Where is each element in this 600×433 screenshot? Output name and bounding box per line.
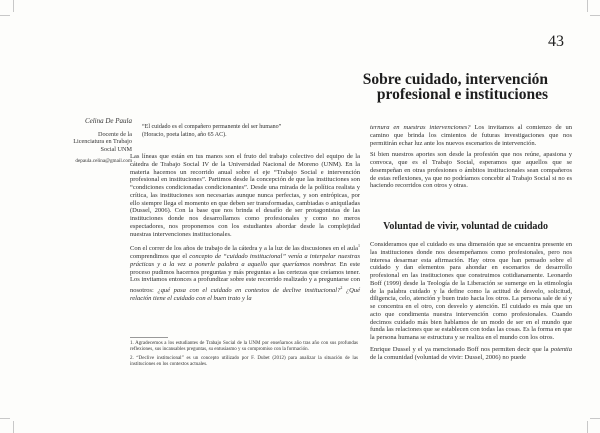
italic-run: ¿qué pasa con el cuidado en contextos de declive institucional? [157,287,341,295]
title-line: profesional e instituciones [376,86,548,103]
italic-run: ternura en nuestras intervenciones? [370,124,471,131]
author-block [32,118,132,166]
body-paragraph: Si bien nuestros aportes son desde la profesión que nos reúne, apasiona y convoca, que es el Trabajo Social, esperamos que aquellos que se desempeñan en otras profesiones o ámbitos institucionales sean compañeros de estas reflexiones, ya que no podríamos concebir al Trabajo Social si no es haciendo recorridos con otros y otras. [370,151,572,190]
text-run: Con el correr de los años de trabajo de la cátedra y a la luz de las discusiones en el aula [130,245,358,253]
left-column [130,124,360,307]
crop-mark [587,421,588,433]
footnote-ref[interactable]: 2 [340,285,343,291]
crop-mark [13,421,14,433]
crop-mark [590,418,600,419]
crop-mark [587,0,588,12]
text-run: En este proceso pudimos hacernos preguntas y más preguntas a las certezas que creíamos tener. Los invitamos entonces a profundizar sobre este recorrido realizado y a preguntarse con nosotros: [130,260,361,295]
right-column [370,124,600,194]
body-paragraph [130,242,360,303]
italic-run: potentia [550,345,572,353]
footnote-ref[interactable]: 1 [358,243,360,249]
epigraph [142,124,360,139]
epigraph-quote: “El cuidado es el compañero permanente del ser humano” [142,124,282,130]
footnote-divider [130,337,168,338]
text-run: comprendimos que el [130,253,190,261]
text-run: Los invitamos al comienzo de un camino que brinda los cimientos de futuras investigaciones que nos permitirán echar luz ante los nuevos escenarios de intervención. [370,124,572,147]
body-paragraph: Consideramos que el cuidado es una dimensión que se encuentra presente en las instituciones donde nos desempeñamos como profesionales, pero nos interesa desarmar esta afirmación. Hay otros que han pensado sobre el cuidado y dan elementos para ahondar en escenarios de desarrollo profesional en las instituciones que construimos cotidianamente. Leonardo Boff (1999) desde la Teología de la Liberación se sumerge en la etimología de la palabra cuidado y la define como la actitud de desvelo, solicitud, diligencia, celo, atención y buen trato hacia los otros. La persona sale de sí y se concentra en el otro, con desvelo y atención. El cuidado es más que un acto que condimenta nuestra intervención como profesionales. Cuando decimos cuidado más bien hablamos de un modo de ser en el mundo que funda las relaciones que se establecen con todas las cosas. Es la forma en que la persona humana se estructura y se realiza en el mundo con los otros. [370,241,572,341]
author-role-line: Docente de la [97,130,132,138]
page-number: 43 [548,33,564,50]
crop-mark [0,15,10,16]
crop-mark [0,418,10,419]
italic-run: ¿Qué relación tiene el cuidado con el buen trato y la [130,287,360,303]
crop-mark [13,0,14,12]
text-run: de la comunidad (voluntad de vivir: Dussel, 2006) no puede [370,353,526,361]
text-run: Enrique Dussel y el ya mencionado Boff nos permiten decir que la [370,345,551,353]
footnote: 1. Agradecemos a los estudiantes de Trabajo Social de la UNM por enseñarnos año tras año con sus profundas reflexiones, sus incansables preguntas, su entusiasmo y su compromiso con la formación. [130,341,358,352]
epigraph-source: (Horacio, poeta latino, año 65 AC). [142,131,227,138]
right-column-continued [370,241,572,365]
crop-mark [590,15,600,16]
author-email[interactable]: depaula.celina@gmail.com [75,158,132,165]
footnote: 2. “Declive institucional” es un concepto utilizado por F. Dubet (2012) para analizar la situación de las instituciones en los contextos actuales. [130,355,358,367]
body-paragraph [370,124,572,147]
author-role-line: Social UNM [100,145,132,153]
author-role [32,131,132,154]
italic-run: concepto de “cuidado institucional” venía a interpelar nuestras prácticas y a la vez a ponerle palabra a aquello que queríamos nombrar. [130,253,360,268]
author-role-line: Licenciatura en Trabajo [73,138,132,146]
article-title [363,72,548,102]
title-line: Sobre cuidado, intervención [362,71,548,88]
body-paragraph [370,346,572,362]
footnotes [130,341,358,370]
author-name: Celina De Paula [84,117,132,125]
body-paragraph: Las líneas que están en tus manos son el fruto del trabajo colectivo del equipo de la cátedra de Trabajo Social IV de la Universidad Nacional de Moreno (UNM). En la materia hacemos un recorrido anual sobre el eje “Trabajo Social e intervención profesional en instituciones”. Partimos desde la concepción de que las instituciones son “condiciones condicionadas condicionantes”. Desde una mirada de la política realista y crítica, las instituciones son necesarias aunque nunca perfectas, y son entrópicas, por ello siempre llega el momento en que deben ser transformadas, cambiadas o aniquiladas (Dussel, 2006). Con la base que nos brinda el desafío de ser protagonistas de las instituciones donde nos desarrollamos como profesionales y como no meros espectadores, nos proponemos con los estudiantes abordar desde la complejidad nuestras intervenciones institucionales. [130,153,360,238]
section-heading: Voluntad de vivir, voluntad de cuidado [383,221,548,232]
